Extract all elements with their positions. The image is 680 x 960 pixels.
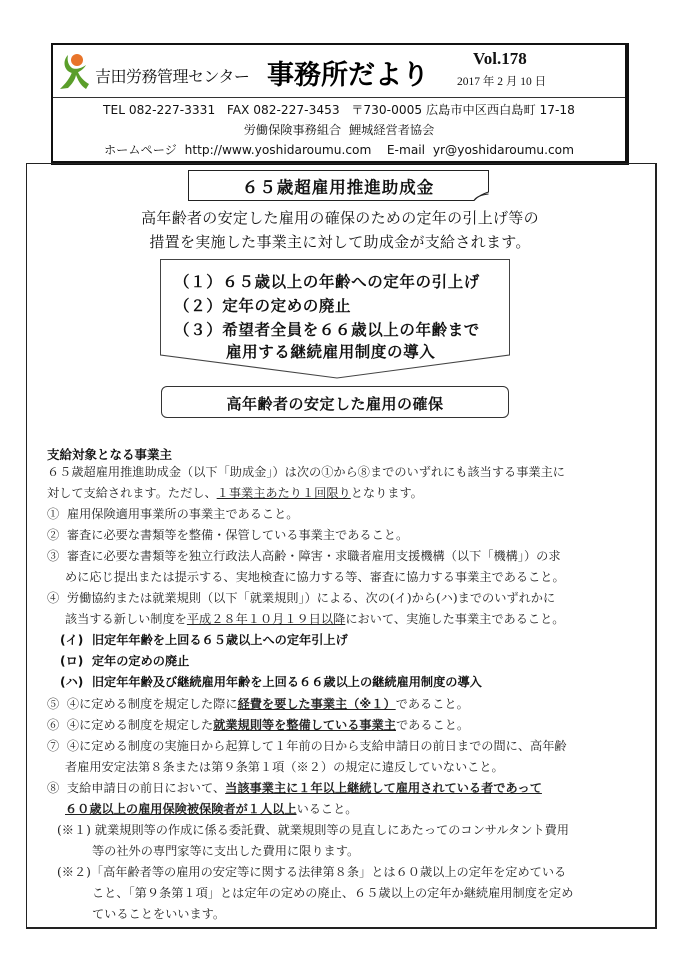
- measure-item-3: （３）希望者全員を６６歳以上の年齢まで: [174, 321, 480, 339]
- condition-5: [47, 695, 469, 712]
- person-logo-icon: [56, 51, 92, 93]
- publication-title: 事務所だより: [267, 60, 429, 91]
- article-title-box: [188, 170, 488, 199]
- condition-1: ① 雇用保険適用事業所の事業主であること。: [47, 507, 299, 522]
- header-masthead: [53, 45, 625, 98]
- contact-line: TEL 082-227-3331 FAX 082-227-3453 〒730-0005 広島市中区西白島町 17-18: [103, 103, 575, 117]
- result-box: [161, 386, 509, 418]
- sub-item-i: (イ) 旧定年年齢を上回る６５歳以上への定年引上げ: [60, 633, 348, 648]
- measure-item-2: （２）定年の定めの廃止: [174, 297, 352, 315]
- eligibility-intro-1: ６５歳超雇用推進助成金（以下「助成金」）は次の①から⑧までのいずれにも該当する事業主に: [47, 465, 565, 479]
- condition-8-line-1: [47, 779, 542, 796]
- condition-7-line-2: 者雇用安定法第８条または第９条第１項（※２）の規定に違反していないこと。: [65, 759, 504, 774]
- volume-number: Vol.178: [473, 49, 527, 68]
- web-email-line: ホームページ http://www.yoshidaroumu.com E-mail yr@yoshidaroumu.com: [103, 143, 574, 157]
- text: において、実施した事業主であること。: [345, 612, 565, 627]
- text: ⑥ ④に定める制度を規定した: [47, 717, 214, 732]
- condition-3-line-1: ③ 審査に必要な書類等を独立行政法人高齢・障害・求職者雇用支援機構（以下「機構」）の求: [47, 549, 561, 564]
- text: 該当する新しい制度を: [65, 612, 187, 627]
- measure-item-1: （１）６５歳以上の年齢への定年の引上げ: [174, 273, 480, 291]
- condition-2: ② 審査に必要な書類等を整備・保管している事業主であること。: [47, 528, 409, 543]
- condition-4-line-2: [65, 610, 564, 627]
- sub-item-ha: (ハ) 旧定年年齢及び継続雇用年齢を上回る６６歳以上の継続雇用制度の導入: [60, 675, 482, 690]
- measure-item-3-continued: 雇用する継続雇用制度の導入: [226, 343, 436, 361]
- emphasis-text: 当該事業主に１年以上継続して雇用されている者であって: [225, 780, 542, 795]
- sub-item-ro: (ロ) 定年の定めの廃止: [60, 654, 190, 669]
- organization-name: 吉田労務管理センター: [95, 67, 250, 86]
- text: 対して支給されます。ただし、: [47, 486, 217, 501]
- emphasis-text: 就業規則等を整備している事業主: [213, 717, 396, 732]
- text: ⑤ ④に定める制度を規定した際に: [47, 696, 238, 711]
- underlined-date: 平成２８年１０月１９日以降: [186, 612, 346, 627]
- text: ⑧ 支給申請日の前日において、: [47, 780, 226, 795]
- result-text: 高年齢者の安定した雇用の確保: [226, 395, 444, 413]
- condition-3-line-2: めに応じ提出または提示する、実地検査に協力する等、審査に協力する事業主であること。: [65, 570, 565, 585]
- intro-line-2: 措置を実施した事業主に対して助成金が支給されます。: [149, 233, 531, 251]
- note-2-line-2: こと、「第９条第１項」とは定年の定めの廃止、６５歳以上の定年か継続雇用制度を定め: [92, 885, 574, 900]
- note-1-line-1: (※１) 就業規則等の作成に係る委託費、就業規則等の見直しにあたってのコンサルタント費用: [57, 822, 569, 837]
- intro-line-1: 高年齢者の安定した雇用の確保のための定年の引上げ等の: [141, 209, 539, 227]
- underlined-text: １事業主あたり１回限り: [216, 486, 351, 501]
- condition-6: [47, 716, 469, 733]
- text: となります。: [350, 486, 423, 501]
- emphasis-text: ６０歳以上の雇用保険被保険者が１人以上: [65, 801, 297, 816]
- text: であること。: [396, 717, 470, 732]
- text: いること。: [296, 801, 358, 816]
- associations-line: 労働保険事務組合 鯉城経営者協会: [243, 123, 435, 137]
- emphasis-text: 経費を要した事業主（※１）: [237, 696, 396, 711]
- issue-date: 2017 年 2 月 10 日: [457, 76, 547, 88]
- eligibility-intro-2: [47, 484, 423, 501]
- condition-8-line-2: [65, 800, 358, 817]
- note-1-line-2: 等の社外の専門家等に支出した費用に限ります。: [92, 843, 360, 858]
- note-2-line-3: ていることをいいます。: [92, 907, 226, 921]
- condition-4-line-1: ④ 労働協約または就業規則（以下「就業規則」）による、次の(イ)から(ハ)までのいずれかに: [47, 591, 556, 606]
- eligibility-heading: 支給対象となる事業主: [47, 447, 173, 462]
- text: であること。: [395, 696, 469, 711]
- condition-7-line-1: ⑦ ④に定める制度の実施日から起算して１年前の日から支給申請日の前日までの間に、高年齢: [47, 738, 567, 753]
- newsletter-header: [51, 43, 629, 165]
- article-title: ６５歳超雇用推進助成金: [241, 178, 435, 197]
- note-2-line-1: (※２)「高年齢者等の雇用の安定等に関する法律第８条」とは６０歳以上の定年を定めている: [57, 864, 567, 879]
